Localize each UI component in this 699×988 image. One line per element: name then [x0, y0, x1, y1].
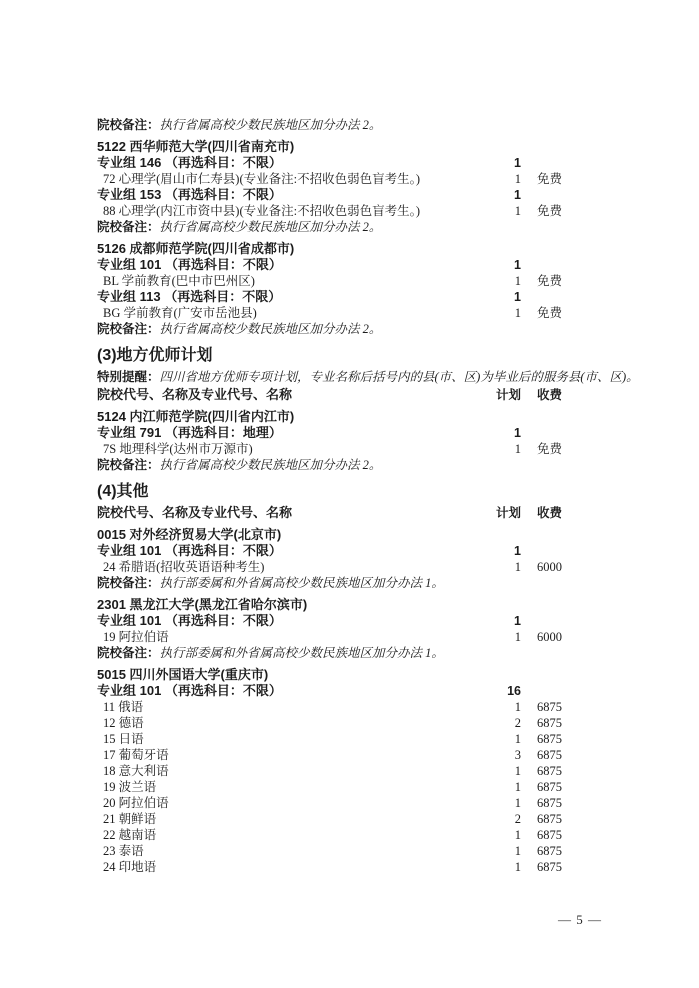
row-text: 23 泰语	[103, 844, 144, 858]
row-text: 院校代号、名称及专业代号、名称	[97, 505, 293, 520]
row-text	[97, 645, 493, 661]
row-text	[97, 575, 493, 591]
major-row	[97, 843, 567, 859]
row-text: 21 朝鲜语	[103, 812, 157, 826]
row-text: 专业组 101 （再选科目：不限）	[97, 683, 282, 698]
row-text: 12 德语	[103, 716, 144, 730]
plan-cell: 1	[514, 306, 521, 320]
row-text: 2301 黑龙江大学(黑龙江省哈尔滨市)	[97, 597, 308, 612]
fee-cell: 6875	[537, 700, 562, 714]
plan-cell: 1	[514, 258, 521, 272]
major-row	[97, 203, 567, 219]
plan-cell: 1	[514, 828, 521, 842]
row-text: 5015 四川外国语大学(重庆市)	[97, 667, 269, 682]
major-row	[97, 763, 567, 779]
row-label: 院校备注：	[97, 458, 160, 472]
plan-cell: 1	[514, 560, 521, 574]
section-heading	[97, 482, 567, 502]
remark-note-row	[97, 645, 567, 661]
major-row	[97, 827, 567, 843]
plan-cell: 1	[514, 630, 521, 644]
row-text-content: 执行省属高校少数民族地区加分办法 2。	[159, 118, 382, 132]
plan-cell: 1	[514, 732, 521, 746]
row-text-content: 执行部委属和外省属高校少数民族地区加分办法 1。	[159, 576, 444, 590]
table-header-row	[97, 387, 567, 403]
major-row	[97, 731, 567, 747]
remark-note-row	[97, 321, 567, 337]
major-group-row	[97, 683, 567, 699]
table-header-row	[97, 505, 567, 521]
row-text: 15 日语	[103, 732, 144, 746]
major-row	[97, 441, 567, 457]
row-text-content: 执行省属高校少数民族地区加分办法 2。	[159, 458, 382, 472]
fee-cell: 6875	[537, 716, 562, 730]
row-text: 院校代号、名称及专业代号、名称	[97, 387, 293, 402]
plan-cell: 1	[514, 188, 521, 202]
plan-cell: 1	[514, 764, 521, 778]
row-text: 72 心理学(眉山市仁寿县)(专业备注:不招收色弱色盲考生。)	[103, 172, 420, 186]
remark-note-row	[97, 575, 567, 591]
row-text-content: 执行省属高校少数民族地区加分办法 2。	[159, 220, 382, 234]
school-row	[97, 667, 567, 683]
row-text: 专业组 101 （再选科目：不限）	[97, 613, 282, 628]
row-text: 19 阿拉伯语	[103, 630, 169, 644]
fee-cell: 6875	[537, 748, 562, 762]
plan-cell: 1	[514, 204, 521, 218]
row-text: 5122 西华师范大学(四川省南充市)	[97, 139, 295, 154]
plan-cell: 1	[514, 796, 521, 810]
row-label: 院校备注：	[97, 576, 160, 590]
plan-cell: 1	[514, 614, 521, 628]
major-row	[97, 273, 567, 289]
plan-cell: 1	[514, 172, 521, 186]
fee-cell: 6000	[537, 560, 562, 574]
row-text: (4)其他	[97, 483, 149, 500]
row-text-content: 四川省地方优师专项计划，专业名称后括号内的县(市、区)为毕业后的服务县(市、区)。	[159, 370, 639, 384]
school-row	[97, 597, 567, 613]
plan-cell: 16	[507, 684, 521, 698]
fee-cell: 免费	[537, 274, 563, 288]
plan-cell: 1	[514, 544, 521, 558]
row-label: 院校备注：	[97, 118, 160, 132]
row-text: 20 阿拉伯语	[103, 796, 169, 810]
row-text: 22 越南语	[103, 828, 157, 842]
major-group-row	[97, 257, 567, 273]
plan-cell: 1	[514, 290, 521, 304]
row-text: 专业组 113 （再选科目：不限）	[97, 289, 282, 304]
major-row	[97, 715, 567, 731]
fee-cell: 6875	[537, 812, 562, 826]
fee-cell: 6875	[537, 764, 562, 778]
plan-cell: 2	[514, 716, 521, 730]
document-body	[97, 117, 639, 875]
school-row	[97, 139, 567, 155]
plan-cell: 1	[514, 844, 521, 858]
major-group-row	[97, 425, 567, 441]
row-text: 11 俄语	[103, 700, 144, 714]
major-group-row	[97, 155, 567, 171]
fee-cell: 收费	[537, 506, 563, 520]
row-text: 专业组 101 （再选科目：不限）	[97, 543, 282, 558]
major-group-row	[97, 289, 567, 305]
major-group-row	[97, 187, 567, 203]
row-label: 院校备注：	[97, 322, 160, 336]
row-text: 7S 地理科学(达州市万源市)	[103, 442, 253, 456]
row-text: 专业组 101 （再选科目：不限）	[97, 257, 282, 272]
row-label: 特别提醒：	[97, 370, 160, 384]
row-text: 5124 内江师范学院(四川省内江市)	[97, 409, 295, 424]
row-text: 88 心理学(内江市资中县)(专业备注:不招收色弱色盲考生。)	[103, 204, 420, 218]
row-text-content: 执行省属高校少数民族地区加分办法 2。	[159, 322, 382, 336]
plan-cell: 1	[514, 860, 521, 874]
major-row	[97, 779, 567, 795]
row-text: BG 学前教育(广安市岳池县)	[103, 306, 257, 320]
plan-cell: 2	[514, 812, 521, 826]
row-text: 17 葡萄牙语	[103, 748, 169, 762]
fee-cell: 免费	[537, 204, 563, 218]
remark-note-row	[97, 457, 567, 473]
remark-note-row	[97, 219, 567, 235]
plan-cell: 计划	[495, 506, 521, 520]
row-text: 专业组 791 （再选科目：地理）	[97, 425, 282, 440]
plan-cell: 1	[514, 426, 521, 440]
major-group-row	[97, 613, 567, 629]
fee-cell: 6875	[537, 844, 562, 858]
plan-cell: 1	[514, 780, 521, 794]
major-row	[97, 171, 567, 187]
school-row	[97, 241, 567, 257]
remark-note-row	[97, 117, 567, 133]
row-text	[97, 117, 493, 133]
row-text: 专业组 153 （再选科目：不限）	[97, 187, 282, 202]
plan-cell: 1	[514, 700, 521, 714]
fee-cell: 收费	[537, 388, 563, 402]
row-text: 18 意大利语	[103, 764, 169, 778]
major-row	[97, 629, 567, 645]
fee-cell: 6875	[537, 780, 562, 794]
major-row	[97, 795, 567, 811]
row-text-content: 执行部委属和外省属高校少数民族地区加分办法 1。	[159, 646, 444, 660]
major-group-row	[97, 543, 567, 559]
page-number: — 5 —	[558, 912, 602, 927]
row-text	[97, 369, 639, 385]
row-text: 24 希腊语(招收英语语种考生)	[103, 560, 265, 574]
row-text	[97, 457, 493, 473]
row-text: 专业组 146 （再选科目：不限）	[97, 155, 282, 170]
row-text: 0015 对外经济贸易大学(北京市)	[97, 527, 282, 542]
fee-cell: 免费	[537, 306, 563, 320]
fee-cell: 6875	[537, 796, 562, 810]
plan-cell: 计划	[495, 388, 521, 402]
row-text: 24 印地语	[103, 860, 157, 874]
fee-cell: 6875	[537, 732, 562, 746]
major-row	[97, 699, 567, 715]
plan-cell: 1	[514, 274, 521, 288]
plan-cell: 3	[514, 748, 521, 762]
row-text: 19 波兰语	[103, 780, 157, 794]
fee-cell: 6000	[537, 630, 562, 644]
major-row	[97, 305, 567, 321]
row-text	[97, 219, 493, 235]
fee-cell: 6875	[537, 828, 562, 842]
row-label: 院校备注：	[97, 646, 160, 660]
major-row	[97, 811, 567, 827]
section-heading	[97, 346, 567, 366]
fee-cell: 免费	[537, 172, 563, 186]
major-row	[97, 559, 567, 575]
row-text: 5126 成都师范学院(四川省成都市)	[97, 241, 295, 256]
school-row	[97, 527, 567, 543]
plan-cell: 1	[514, 156, 521, 170]
plan-cell: 1	[514, 442, 521, 456]
special-reminder-row	[97, 369, 639, 385]
row-text: BL 学前教育(巴中市巴州区)	[103, 274, 255, 288]
row-text	[97, 321, 493, 337]
row-text: (3)地方优师计划	[97, 347, 213, 364]
fee-cell: 6875	[537, 860, 562, 874]
major-row	[97, 747, 567, 763]
major-row	[97, 859, 567, 875]
school-row	[97, 409, 567, 425]
fee-cell: 免费	[537, 442, 563, 456]
row-label: 院校备注：	[97, 220, 160, 234]
